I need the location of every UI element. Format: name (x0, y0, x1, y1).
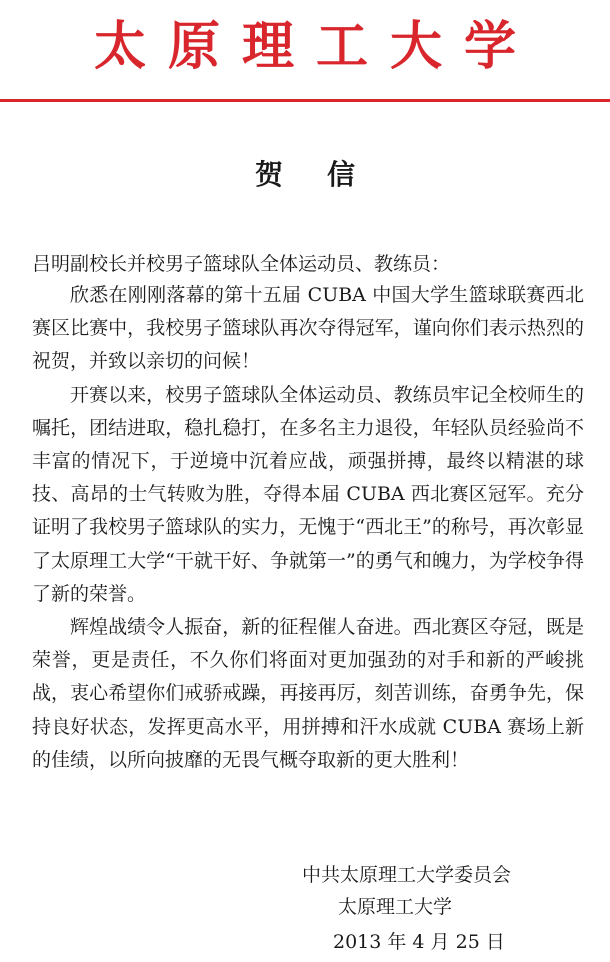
letterhead-divider (0, 99, 610, 102)
body-paragraph-1: 欣悉在刚刚落幕的第十五届 CUBA 中国大学生篮球联赛西北赛区比赛中，我校男子篮球队再次夺得冠军，谨向你们表示热烈的祝贺，并致以亲切的问候！ (32, 284, 584, 373)
letter-body (32, 279, 584, 777)
signature-university: 太原理工大学 (338, 896, 453, 918)
signature-organization: 中共太原理工大学委员会 (302, 864, 512, 886)
letterhead (0, 0, 610, 100)
signature-date: 2013 年 4 月 25 日 (333, 931, 505, 953)
body-paragraph-3: 辉煌战绩令人振奋，新的征程催人奋进。西北赛区夺冠，既是荣誉，更是责任，不久你们将面对更加强劲的对手和新的严峻挑战，衷心希望你们戒骄戒躁，再接再厉，刻苦训练，奋勇争先，保持良好状态，发挥更高水平，用拼搏和汗水成就 CUBA 赛场上新的佳绩，以所向披靡的无畏气概夺取新的更大胜利！ (32, 616, 584, 771)
body-paragraph-2: 开赛以来，校男子篮球队全体运动员、教练员牢记全校师生的嘱托，团结进取，稳扎稳打，在多名主力退役，年轻队员经验尚不丰富的情况下，于逆境中沉着应战，顽强拼搏，最终以精湛的球技、高昂的士气转败为胜，夺得本届 CUBA 西北赛区冠军。充分证明了我校男子篮球队的实力，无愧于“西北王”的称号，再次彰显了太原理工大学“干就干好、争就第一”的勇气和魄力，为学校争得了新的荣誉。 (32, 383, 584, 605)
letterhead-title: 太原理工大学 (93, 16, 538, 77)
letter-title: 贺信 (254, 158, 399, 191)
salutation: 吕明副校长并校男子篮球队全体运动员、教练员： (32, 253, 451, 275)
